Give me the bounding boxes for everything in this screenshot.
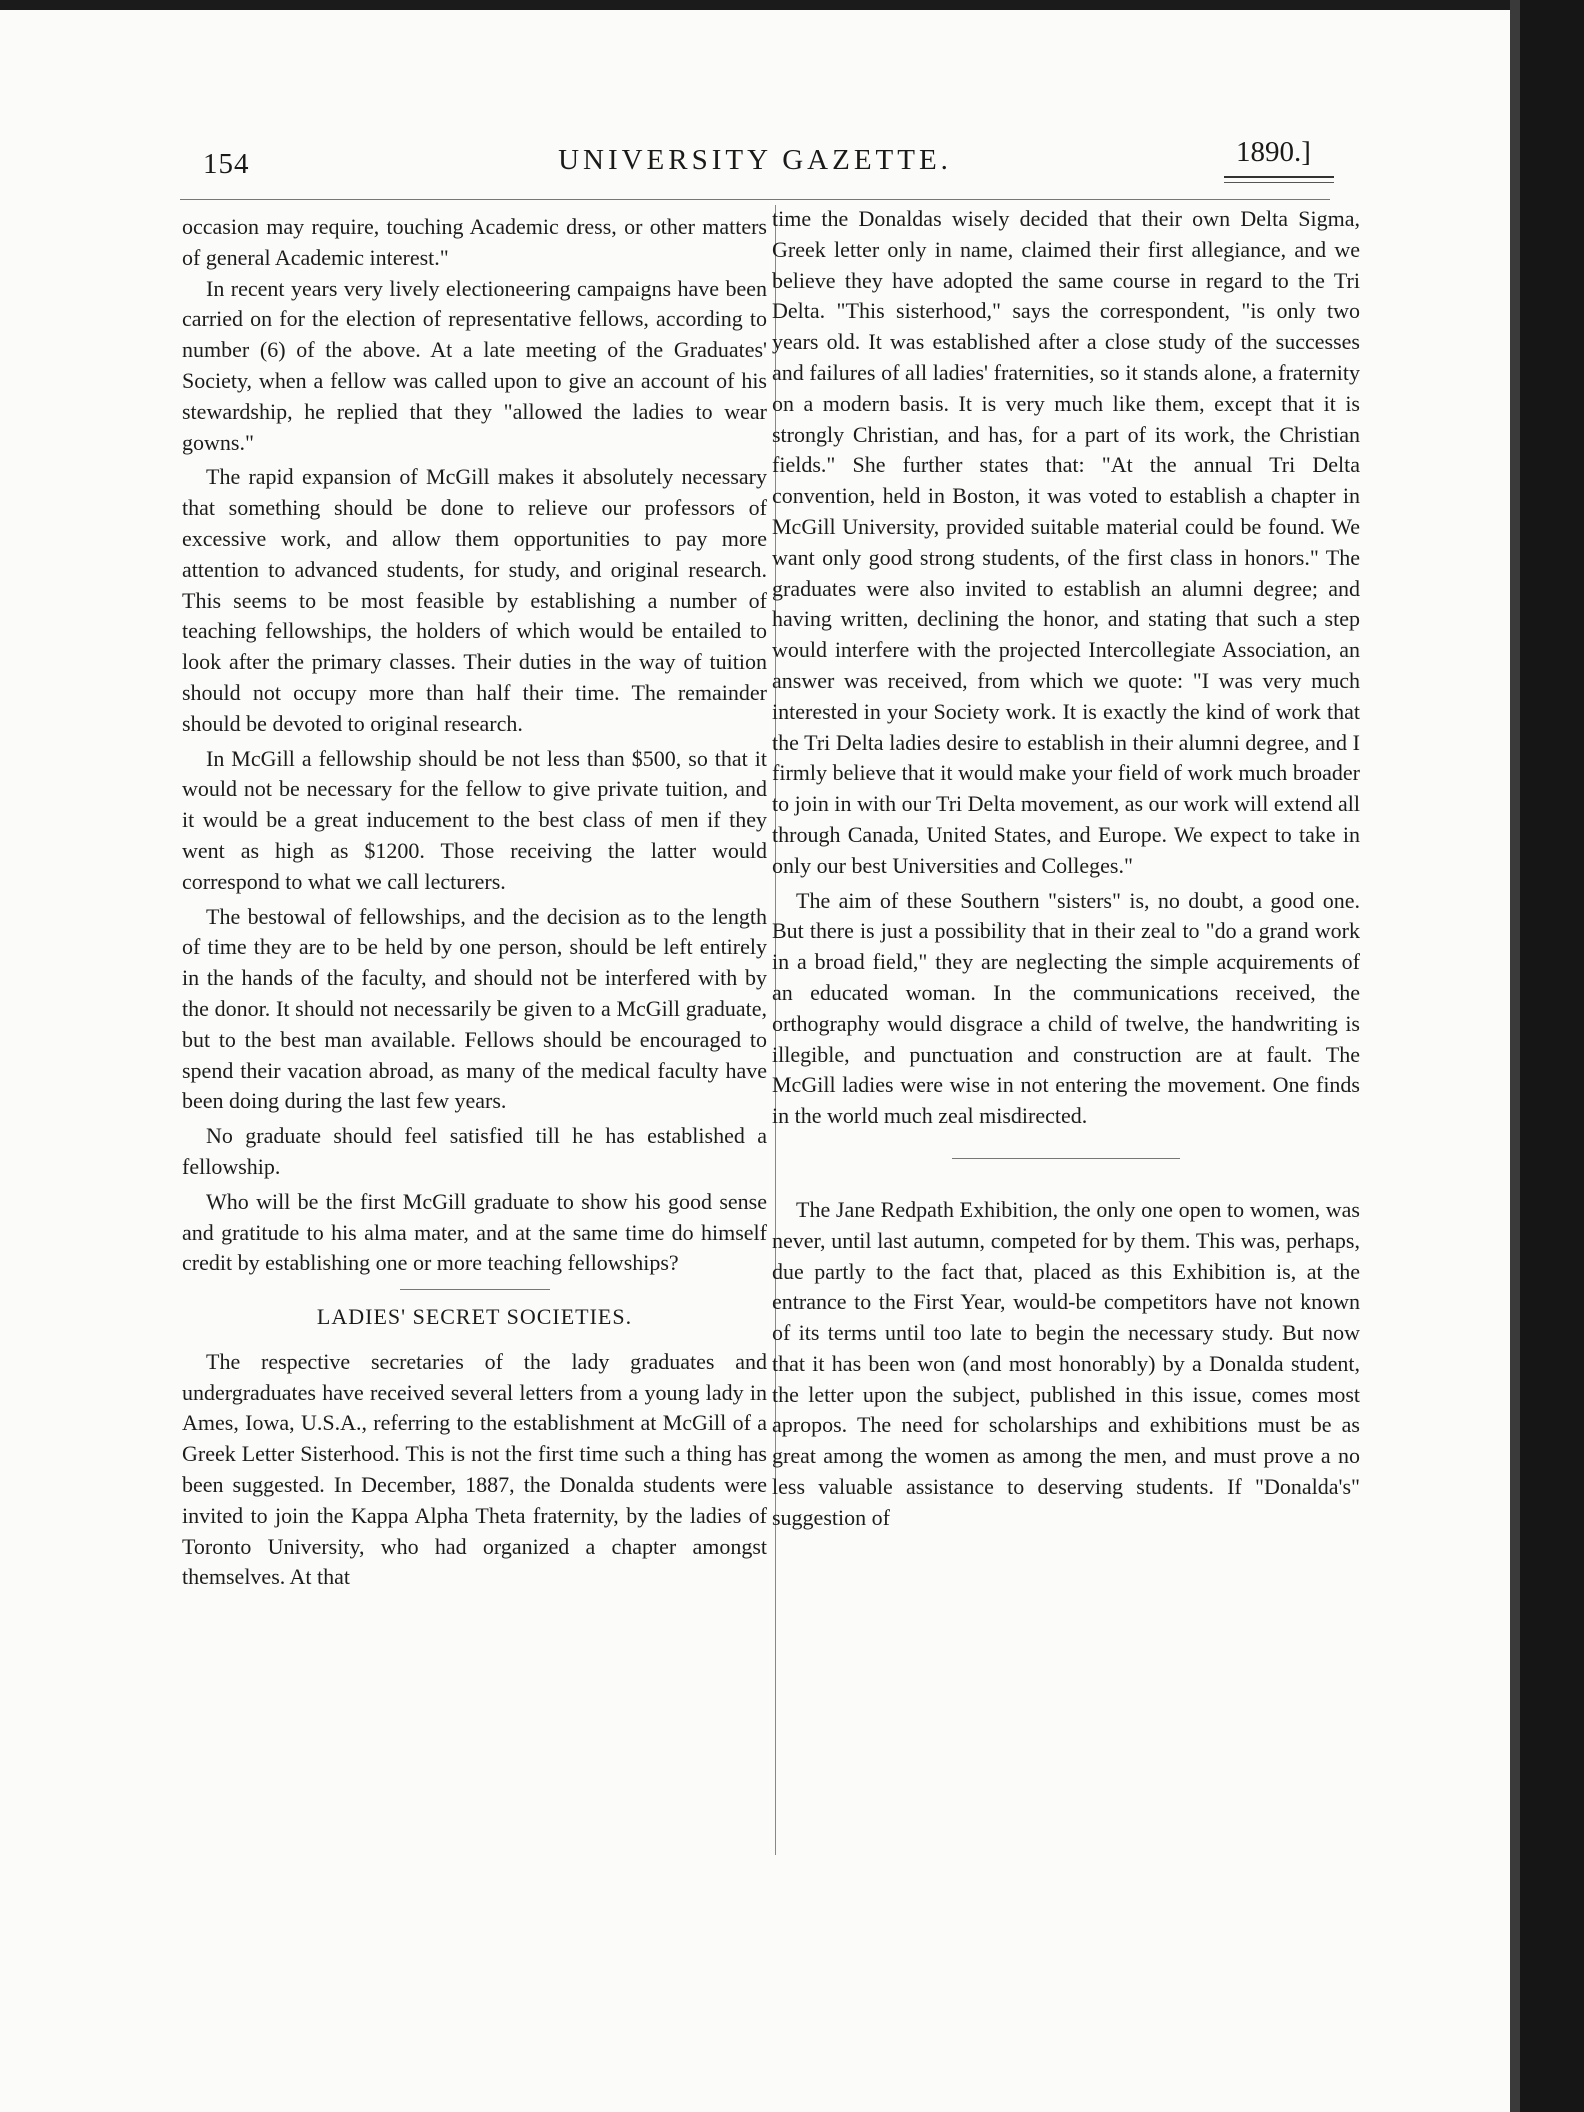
header-rule — [180, 199, 1330, 200]
paragraph: The respective secretaries of the lady graduates and undergraduates have received several letters from a young lady in Ames, Iowa, U.S.A., referring to the establishment at McGill of a Greek Letter Sisterhood. This is not the first time such a thing has been suggested. In December, 1887, the Donalda students were invited to join the Kappa Alpha Theta fraternity, by the ladies of Toronto University, who had organized a chapter amongst themselves. At that — [182, 1348, 767, 1590]
paragraph: time the Donaldas wisely decided that their own Delta Sigma, Greek letter only in name, claimed their first allegiance, and we believe they have adopted the same course in regard to the Tri Delta. "This sisterhood," says the correspondent, "is only two years old. It was established after a close study of the successes and failures of all ladies' fraternities, so it stands alone, a fraternity on a modern basis. It is very much like them, except that it is strongly Christian, and has, for a part of its work, the Christian fields." She further states that: "At the annual Tri Delta convention, held in Boston, it was voted to establish a chapter in McGill University, provided suitable material could be found. We want only good strong students, of the first class in honors." The graduates were also invited to establish an alumni degree; and having written, declining the honor, and stating that such a step would interfere with the projected Intercollegiate Association, an answer was received, from which we quote: "I was very much interested in your Society work. It is exactly the kind of work that the Tri Delta ladies desire to establish in their alumni degree, and I firmly believe that it would make your field of work much broader to join in with our Tri Delta movement, as our work will extend all through Canada, United States, and Europe. We expect to take in only our best Universities and Colleges." — [772, 206, 1360, 878]
paragraph: In recent years very lively electioneering campaigns have been carried on for the election of representative fellows, according to number (6) of the above. At a late meeting of the Graduates' Society, when a fellow was called upon to give an account of his stewardship, he replied that they "allowed the ladies to wear gowns." — [182, 275, 767, 455]
left-column — [182, 212, 767, 1593]
paragraph: No graduate should feel satisfied till he has established a fellowship. — [182, 1123, 767, 1179]
paragraph: In McGill a fellowship should be not less than $500, so that it would not be necessary for the fellow to give private tuition, and it would be a great inducement to the best class of men if they went as high as $1200. Those receiving the latter would correspond to what we call lecturers. — [182, 745, 767, 894]
section-separator — [952, 1158, 1180, 1159]
page-number: 154 — [203, 148, 250, 180]
paragraph: The Jane Redpath Exhibition, the only one open to women, was never, until last autumn, competed for by them. This was, perhaps, due partly to the fact that, placed as this Exhibition is, at the entrance to the First Year, would-be competitors have not known of its terms until too late to begin the necessary study. But now that it has been won (and most honorably) by a Donalda student, the letter upon the subject, published in this issue, comes most apropos. The need for scholarships and exhibitions must be as great among the women as among the men, and must prove a no less valuable assistance to deserving students. If "Donalda's" suggestion of — [772, 1196, 1360, 1530]
scan-border-edge — [1510, 0, 1520, 2112]
year-underline-thin — [1224, 182, 1334, 183]
paragraph: Who will be the first McGill graduate to show his good sense and gratitude to his alma mater, and at the same time do himself credit by establishing one or more teaching fellowships? — [182, 1188, 767, 1276]
year-underline — [1224, 176, 1334, 178]
right-column — [772, 204, 1360, 1534]
paragraph: The bestowal of fellowships, and the decision as to the length of time they are to be held by one person, should be left entirely in the hands of the faculty, and should not be interfered with by the donor. It should not necessarily be given to a McGill graduate, but to the best man available. Fellows should be encouraged to spend their vacation abroad, as many of the medical faculty have been doing during the last few years. — [182, 903, 767, 1114]
section-heading: LADIES' SECRET SOCIETIES. — [316, 1304, 633, 1330]
publication-title: UNIVERSITY GAZETTE. — [558, 144, 952, 176]
paragraph: The aim of these Southern "sisters" is, no doubt, a good one. But there is just a possibility that in their zeal to "do a grand work in a broad field," they are neglecting the simple acquirements of an educated woman. In the communications received, the orthography would disgrace a child of twelve, the handwriting is illegible, and punctuation and construction are at fault. The McGill ladies were wise in not entering the movement. One finds in the world much zeal misdirected. — [772, 887, 1360, 1129]
paragraph: occasion may require, touching Academic dress, or other matters of general Academic interest." — [182, 214, 767, 270]
section-separator — [400, 1289, 550, 1290]
issue-year: 1890.] — [1236, 136, 1311, 168]
scan-border-right — [1510, 0, 1584, 2112]
paragraph: The rapid expansion of McGill makes it absolutely necessary that something should be done to relieve our professors of excessive work, and allow them opportunities to pay more attention to advanced students, for study, and original research. This seems to be most feasible by establishing a number of teaching fellowships, the holders of which would be entailed to look after the primary classes. Their duties in the way of tuition should not occupy more than half their time. The remainder should be devoted to original research. — [182, 464, 767, 736]
